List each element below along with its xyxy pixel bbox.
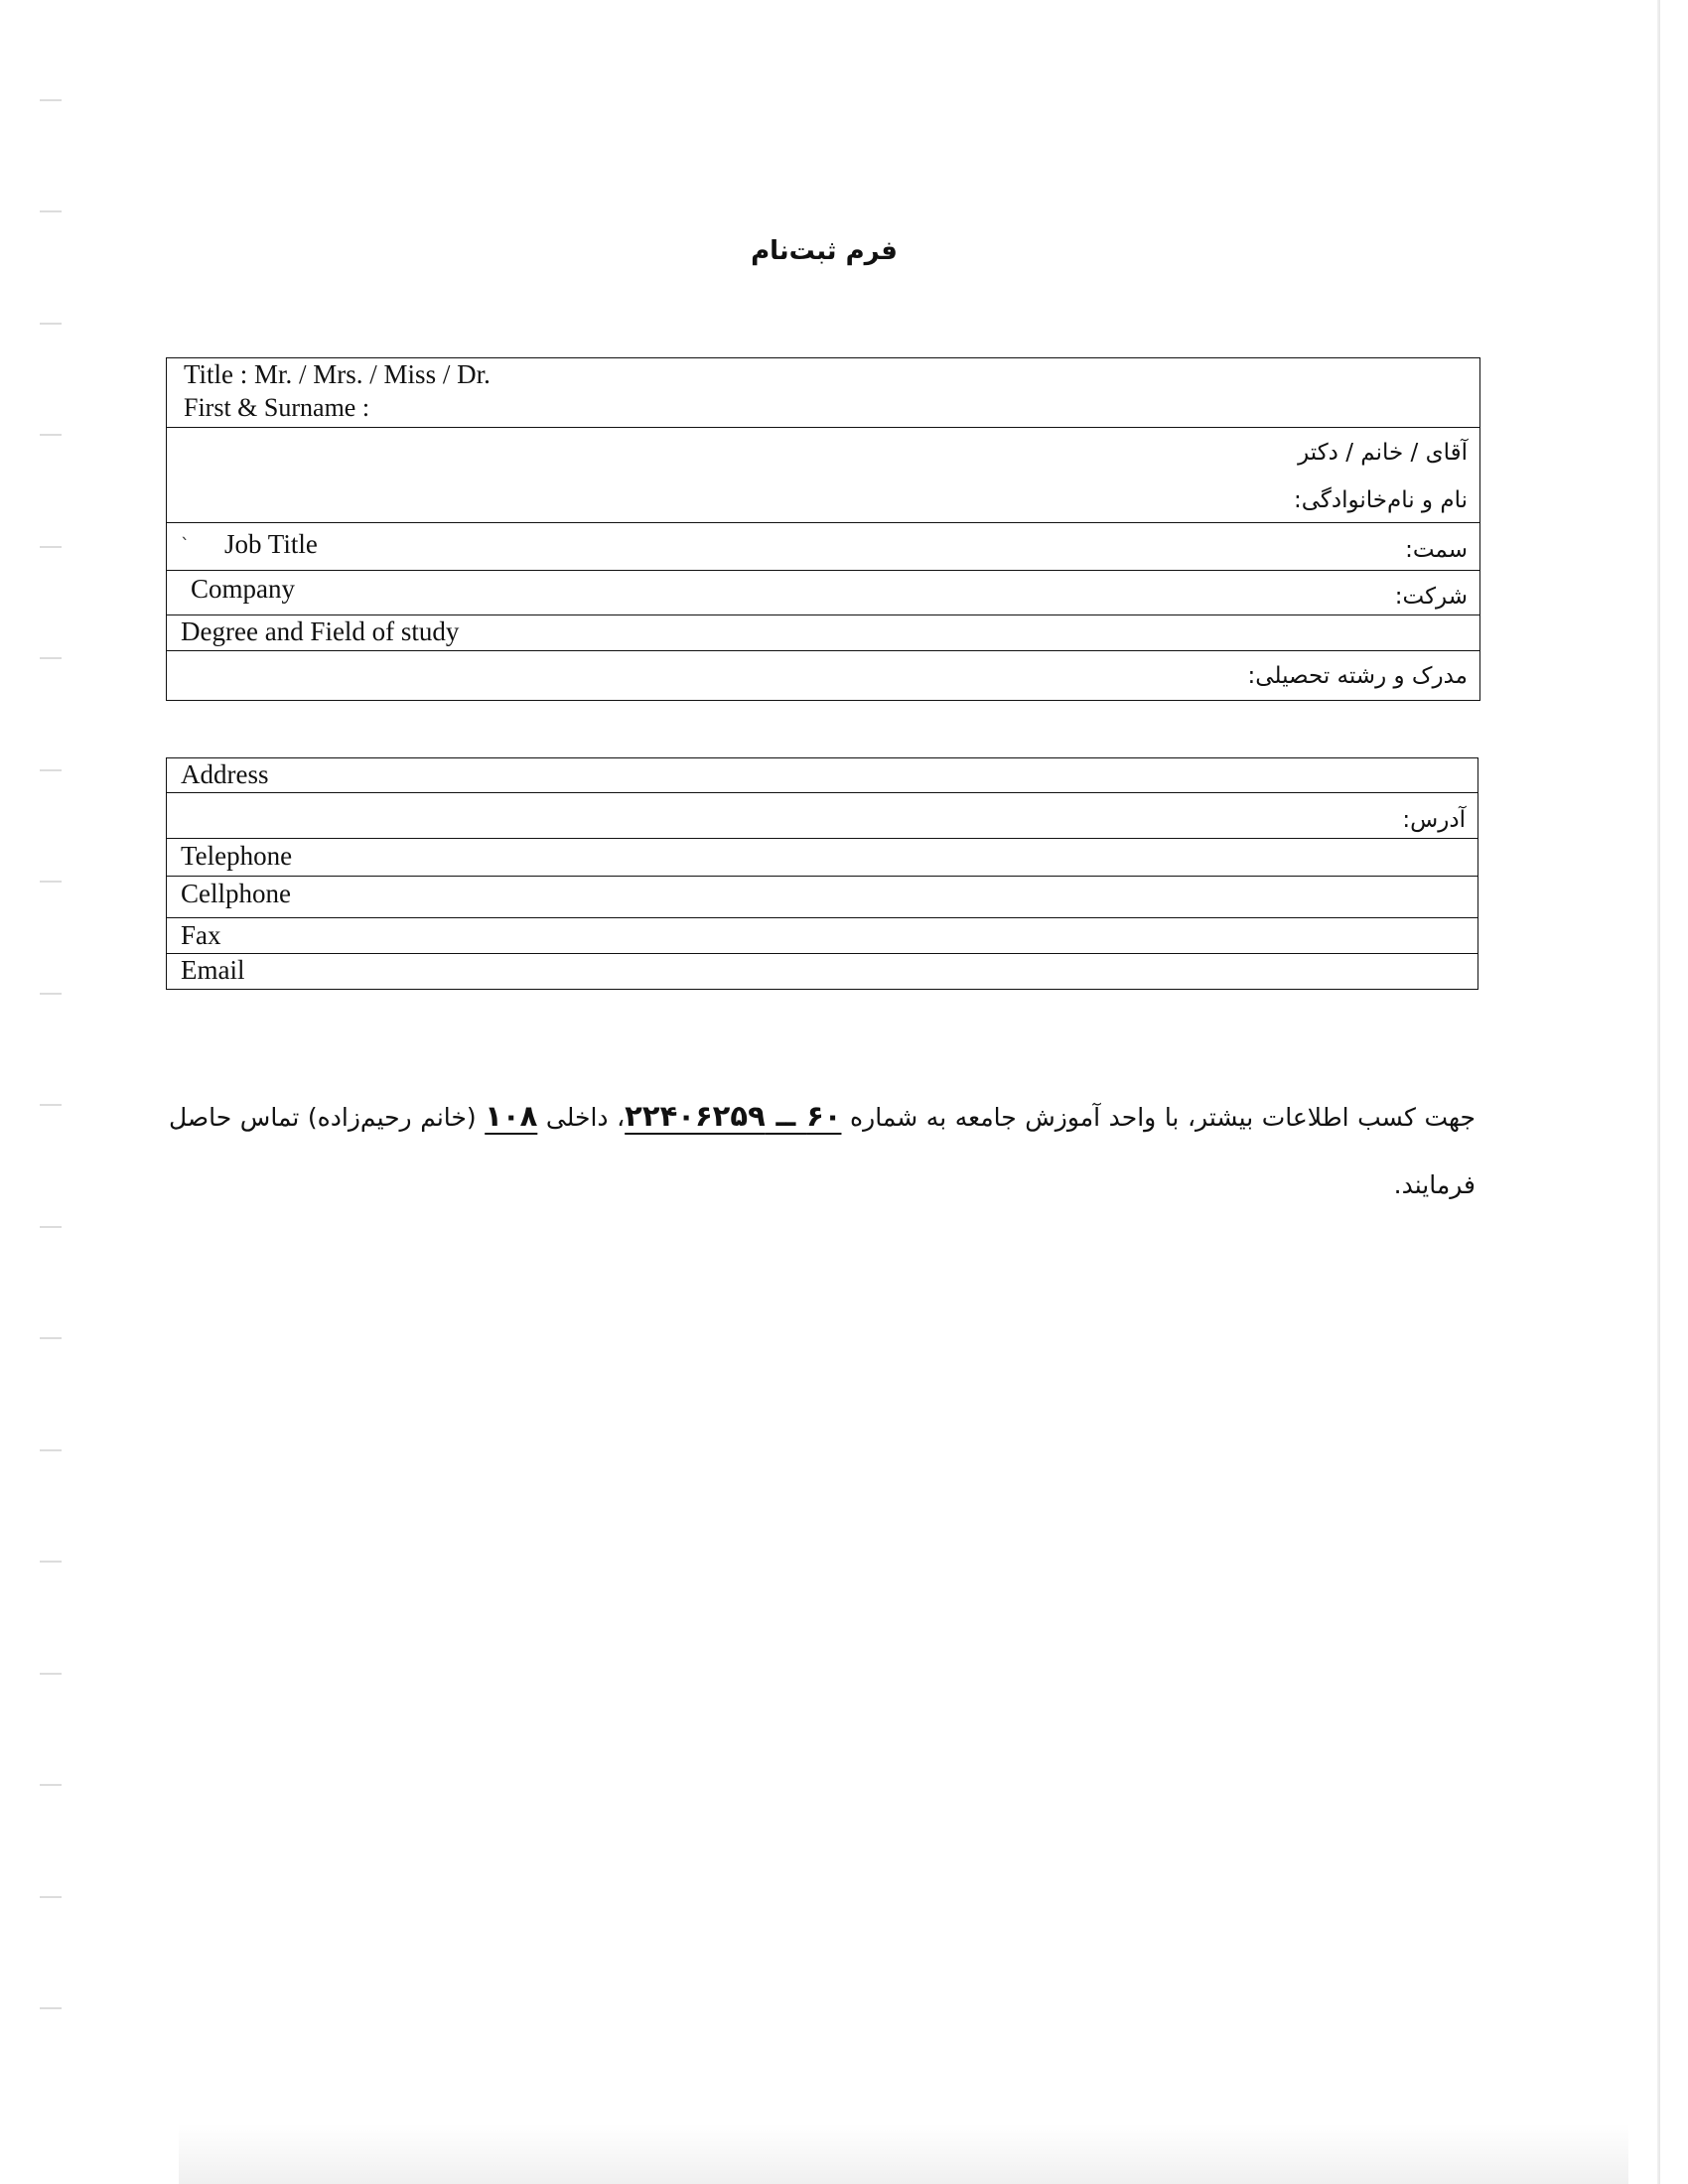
email-row[interactable] <box>167 954 1477 988</box>
telephone-row[interactable] <box>167 839 1477 877</box>
personal-info-table <box>166 357 1480 701</box>
address-en-row <box>167 758 1477 793</box>
address-fa-row[interactable] <box>167 793 1477 839</box>
fax-row[interactable] <box>167 918 1477 954</box>
title-label-fa: آقای / خانم / دکتر <box>1298 440 1468 466</box>
degree-en-row[interactable] <box>167 615 1479 651</box>
stray-mark: ` <box>181 535 190 556</box>
binder-marks <box>40 0 64 2184</box>
name-label-fa: نام و نام‌خانوادگی: <box>1293 487 1468 513</box>
degree-label-fa: مدرک و رشته تحصیلی: <box>1247 663 1468 689</box>
contact-info-table <box>166 757 1478 990</box>
title-label-en: Title : Mr. / Mrs. / Miss / Dr. <box>184 359 491 389</box>
info-text-part1: جهت کسب اطلاعات بیشتر، با واحد آموزش جامعه به شماره <box>841 1103 1476 1132</box>
phone-number: ۶۰ ــ ۲۲۴۰۶۲۵۹ <box>625 1099 842 1133</box>
email-label: Email <box>181 955 245 985</box>
company-label-fa: شرکت: <box>1394 584 1468 610</box>
company-label-en: Company <box>191 574 295 604</box>
fax-label: Fax <box>181 920 221 950</box>
company-row[interactable] <box>167 571 1479 615</box>
job-title-label-en: Job Title <box>224 529 318 559</box>
job-title-row[interactable] <box>167 523 1479 571</box>
info-text-part3: (خانم رحیم‌زاده) تماس حاصل فرمایند. <box>169 1103 1476 1199</box>
degree-fa-row[interactable] <box>167 651 1479 699</box>
job-title-label-fa: سمت: <box>1405 537 1468 563</box>
contact-info-paragraph <box>169 1082 1476 1219</box>
telephone-label: Telephone <box>181 841 293 871</box>
cellphone-row[interactable] <box>167 877 1477 918</box>
info-text-part2: ، داخلی <box>537 1103 626 1132</box>
address-label-fa: آدرس: <box>1402 807 1466 833</box>
degree-label-en: Degree and Field of study <box>181 616 460 646</box>
title-name-fa-row[interactable] <box>167 428 1479 523</box>
address-label-en: Address <box>181 759 269 789</box>
scan-shadow <box>179 2124 1628 2184</box>
extension-number: ۱۰۸ <box>485 1099 538 1133</box>
title-name-en-row <box>167 358 1479 428</box>
cellphone-label: Cellphone <box>181 879 291 908</box>
form-title: فرم ثبت‌نام <box>751 236 898 266</box>
page-edge <box>1657 0 1660 2184</box>
name-label-en: First & Surname : <box>184 393 370 422</box>
